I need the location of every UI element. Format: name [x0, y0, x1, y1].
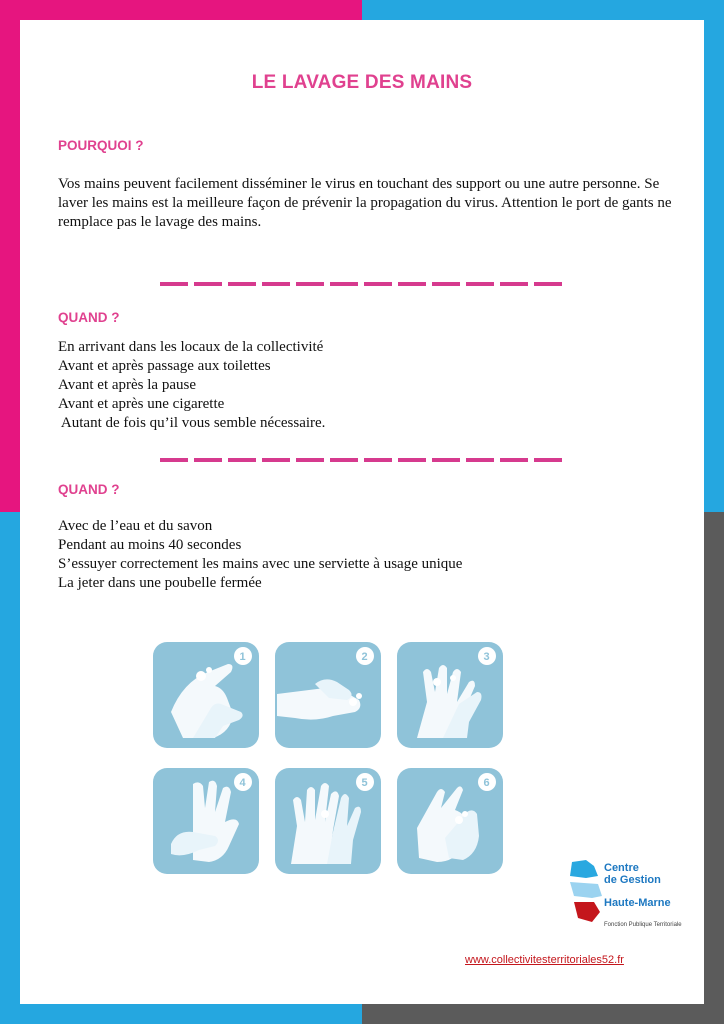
list-item: Avant et après la pause	[58, 377, 196, 393]
step-1-palm-to-palm-icon	[153, 642, 259, 748]
list-item: Pendant au moins 40 secondes	[58, 537, 242, 553]
logo-line-1: Centre de Gestion	[604, 862, 661, 886]
logo-line-3: Haute-Marne	[604, 897, 671, 909]
list-item: En arrivant dans les locaux de la collectivité	[58, 339, 324, 355]
step-2-back-of-hands-icon	[275, 642, 381, 748]
website-link[interactable]: www.collectivitesterritoriales52.fr	[465, 954, 624, 966]
heading-how: QUAND ?	[58, 482, 120, 497]
list-item: Avec de l’eau et du savon	[58, 518, 213, 534]
section-divider	[160, 458, 562, 462]
svg-text:5: 5	[361, 777, 368, 789]
step-3-interlaced-fingers-icon	[397, 642, 503, 748]
centre-de-gestion-logo	[564, 856, 684, 936]
list-when	[58, 338, 325, 433]
step-4-fingertips-icon	[153, 768, 259, 874]
page-title: LE LAVAGE DES MAINS	[251, 72, 473, 93]
svg-text:4: 4	[239, 777, 246, 789]
svg-text:6: 6	[483, 777, 490, 789]
list-item: Autant de fois qu’il vous semble nécessaire.	[58, 415, 326, 431]
heading-why: POURQUOI ?	[58, 138, 144, 153]
handwashing-steps	[153, 642, 513, 882]
list-how	[58, 517, 462, 593]
france-map-logo-icon	[564, 856, 604, 932]
heading-when: QUAND ?	[58, 310, 120, 325]
step-5-thumbs-icon	[275, 768, 381, 874]
step-6-palm-rub-icon	[397, 768, 503, 874]
list-item: S’essuyer correctement les mains avec une serviette à usage unique	[58, 556, 463, 572]
list-item: Avant et après une cigarette	[58, 396, 225, 412]
document-page	[20, 20, 704, 1004]
svg-text:3: 3	[483, 651, 490, 663]
svg-text:2: 2	[361, 651, 368, 663]
logo-tagline: Fonction Publique Territoriale	[604, 922, 682, 928]
section-divider	[160, 282, 562, 286]
paragraph-why: Vos mains peuvent facilement disséminer le virus en touchant des support ou une autre personne. Se laver les mains est la meilleure façon de prévenir la propagation du virus. Attention le port de gants ne remplace pas le lavage des mains.	[58, 176, 672, 230]
list-item: La jeter dans une poubelle fermée	[58, 575, 262, 591]
list-item: Avant et après passage aux toilettes	[58, 358, 271, 374]
step-number: 1	[239, 651, 246, 663]
